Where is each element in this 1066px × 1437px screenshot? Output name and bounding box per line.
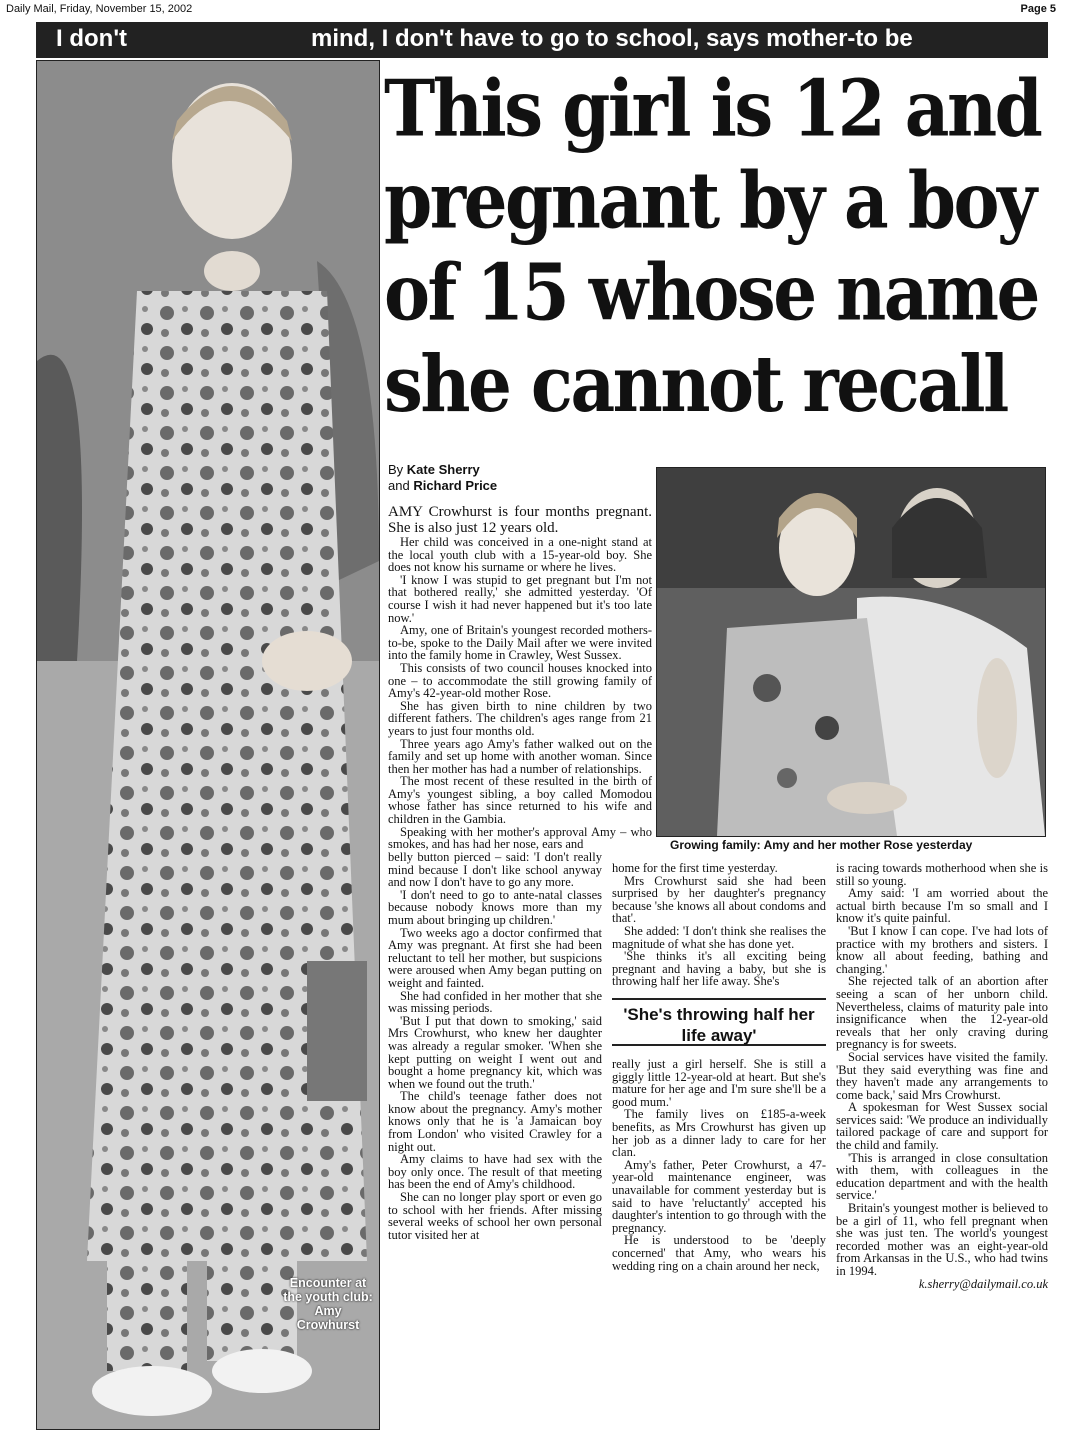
- article-column-1b: [388, 851, 602, 1241]
- article-paragraph: 'But I put that down to smoking,' said Mrs Crowhurst, who knew her daughter was already a regular smoker. 'When she kept putting on weight I went out and bought a home pregnancy kit, which was when we found out the truth.': [388, 1013, 602, 1091]
- side-photo-illustration: [657, 468, 1045, 836]
- article-paragraph: A spokesman for West Sussex social services said: 'We produce an individually tailored package of care and support for the child and family.: [836, 1100, 1048, 1153]
- article-paragraph: 'She thinks it's all exciting being pregnant and having a baby, but she is throwing half her life away. She's: [612, 949, 826, 989]
- author-name: Richard Price: [413, 478, 498, 493]
- article-paragraph: really just a girl herself. She is still a giggly little 12-year-old at heart. But she's mature for her age and I'm sure she'll be a good mum.': [612, 1057, 826, 1109]
- article-paragraph: This consists of two council houses knocked into one – to accommodate the still growing family of Amy's 42-year-old mother Rose.: [388, 660, 652, 701]
- article-paragraph: AMY Crowhurst is four months pregnant. She is also just 12 years old.: [388, 504, 652, 536]
- article-paragraph: home for the first time yesterday.: [612, 861, 778, 875]
- photo-amy-and-mother: [656, 467, 1046, 837]
- headline: [384, 64, 1056, 431]
- headline-line: This girl is 12 and: [384, 64, 1041, 155]
- author-email: k.sherry@dailymail.co.uk: [918, 1276, 1048, 1291]
- article-paragraph: The family lives on £185-a-week benefits, as Mrs Crowhurst has given up her job as a dinner lady to care for her clan.: [612, 1107, 826, 1160]
- byline: [388, 462, 497, 494]
- article-column-3: [836, 862, 1048, 1290]
- article-paragraph: The child's teenage father does not know about the pregnancy. Amy's mother knows only that he is 'a Jamaican boy from London' who visited Crawley for a night out.: [388, 1089, 602, 1154]
- article-paragraph: She rejected talk of an abortion after seeing a scan of her unborn child. Nevertheless, claims of maturity pale into insignificance when the 12-year-old reveals that her only craving during pregnancy is for sweets.: [836, 974, 1048, 1052]
- article-paragraph: Social services have visited the family. 'But they said everything was fine and they haven't made any arrangements to come back,' said Mrs Crowhurst.: [836, 1049, 1048, 1102]
- article-paragraph: Amy claims to have had sex with the boy only once. The result of that meeting has been the end of Amy's childhood.: [388, 1152, 602, 1192]
- article-paragraph: Two weeks ago a doctor confirmed that Amy was pregnant. At first she had been reluctant to tell her mother, but suspicions were aroused when Amy began putting on weight and fainted.: [388, 925, 602, 990]
- side-photo-caption: Growing family: Amy and her mother Rose yesterday: [670, 838, 973, 852]
- article-paragraph: 'But I know I can cope. I've had lots of practice with my brothers and sisters. I know all about feeding, bathing and changing.': [836, 923, 1048, 976]
- article-paragraph: She added: 'I don't think she realises the magnitude of what she has done yet.: [612, 923, 826, 951]
- article-paragraph: Amy's father, Peter Crowhurst, a 47-year-old maintenance engineer, was unavailable for comment yesterday but is said to have 'reluctantly' accepted his daughter's intention to go through with the pregnancy.: [612, 1157, 826, 1235]
- byline-prefix: and: [388, 478, 410, 493]
- headline-line: she cannot recall: [384, 339, 1007, 431]
- article-column-2b: [612, 1058, 826, 1272]
- main-photo-illustration: [37, 61, 379, 1429]
- article-paragraph: Three years ago Amy's father walked out on the family and set up home with another woman. Since then her mother has had a number of relationships.: [388, 736, 652, 776]
- article-paragraph: She can no longer play sport or even go to school with her friends. After missing several weeks of school her own personal tutor visited her at: [388, 1190, 602, 1242]
- article-paragraph: Speaking with her mother's approval Amy – who smokes, and has had her nose, ears and: [388, 824, 652, 852]
- article-paragraph: is racing towards motherhood when she is still so young.: [836, 861, 1048, 888]
- pull-quote: 'She's throwing half her life away': [612, 998, 826, 1046]
- article-paragraph: belly button pierced – said: 'I don't really mind because I don't like school anyway and now I don't have to go any more.: [388, 850, 602, 890]
- article-paragraph: Britain's youngest mother is believed to be a girl of 11, who fell pregnant when she was just ten. The world's youngest recorded mother was an eight-year-old from Arkansas in the U.S., who had twins in 1994.: [836, 1201, 1048, 1278]
- article-paragraph: Her child was conceived in a one-night stand at the local youth club with a 15-year-old boy. She does not know his surname or where he lives.: [388, 535, 652, 575]
- headline-line: of 15 whose name: [384, 247, 1038, 339]
- article-paragraph: 'I know I was stupid to get pregnant but I'm not that bothered really,' she admitted yesterday. 'Of course I wish it had never happened but it's too late now.': [388, 572, 652, 625]
- article-column-2: [612, 862, 826, 988]
- article-paragraph: She has given birth to nine children by two different fathers. The children's ages range from 21 years to just four months old.: [388, 698, 652, 738]
- author-name: Kate Sherry: [406, 462, 480, 477]
- publication-date-line: Daily Mail, Friday, November 15, 2002: [6, 3, 193, 15]
- article-paragraph: 'I don't need to go to ante-natal classes because nobody knows more than my mum about bringing up children.': [388, 887, 602, 927]
- strapline-banner: [36, 22, 1048, 58]
- headline-line: pregnant by a boy: [384, 155, 1035, 247]
- article-paragraph: He is understood to be 'deeply concerned' that Amy, who wears his wedding ring on a chain around her neck,: [612, 1233, 826, 1273]
- byline-prefix: By: [388, 462, 404, 477]
- main-photo-amy: [36, 60, 380, 1430]
- article-paragraph: She had confided in her mother that she was missing periods.: [388, 988, 602, 1016]
- strapline-right: mind, I don't have to go to school, says mother-to be: [311, 25, 913, 52]
- article-paragraph: 'This is arranged in close consultation with them, with colleagues in the education department and with the health service.': [836, 1150, 1048, 1203]
- article-paragraph: The most recent of these resulted in the birth of Amy's youngest sibling, a boy called Momodou whose father has since returned to his wife and children in the Gambia.: [388, 774, 652, 827]
- article-paragraph: Mrs Crowhurst said she had been surprised by her daughter's pregnancy because 'she knows all about condoms and that'.: [612, 873, 826, 926]
- strapline-left: I don't: [56, 25, 128, 52]
- page-number: Page 5: [1020, 3, 1056, 15]
- article-column-1a: [388, 505, 652, 851]
- main-photo-caption: Encounter at the youth club: Amy Crowhurst: [283, 1276, 373, 1332]
- article-paragraph: Amy said: 'I am worried about the actual birth because I'm so small and I know it's quite painful.: [836, 886, 1048, 926]
- article-paragraph: Amy, one of Britain's youngest recorded mothers-to-be, spoke to the Daily Mail after we were invited into the family home in Crawley, West Sussex.: [388, 623, 652, 663]
